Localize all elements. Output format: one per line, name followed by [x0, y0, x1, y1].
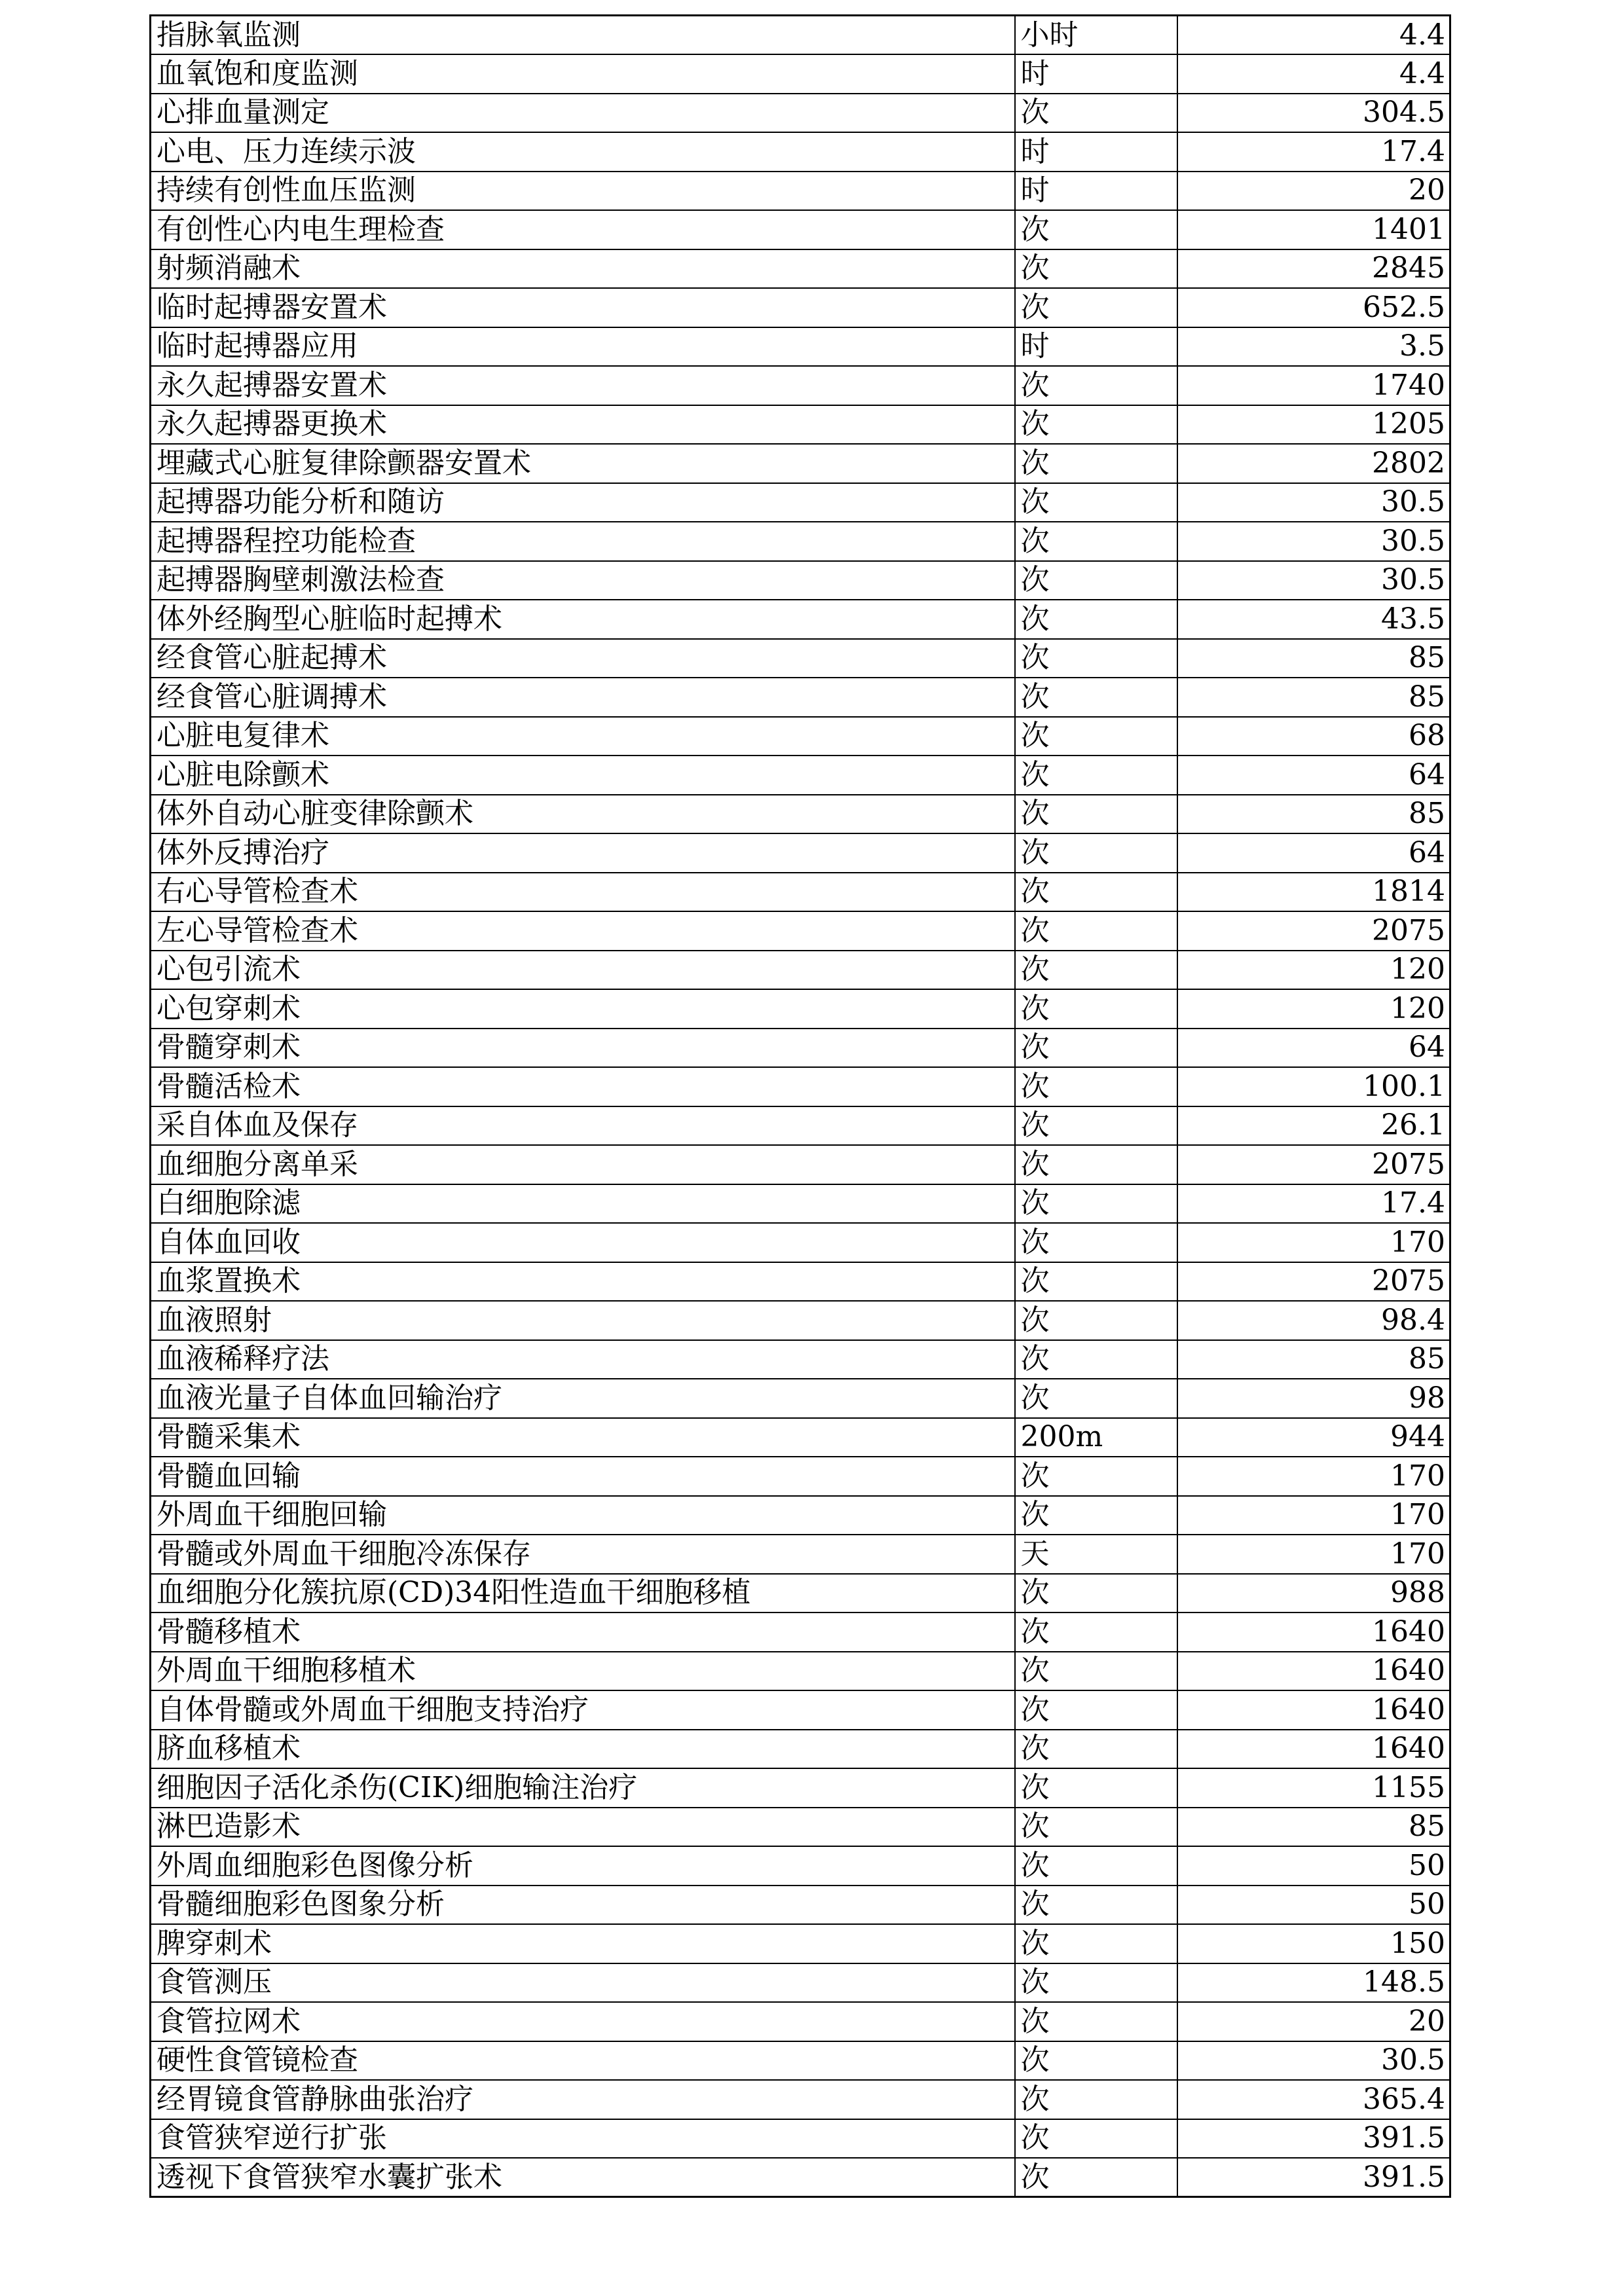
unit-cell: 次 [1015, 288, 1177, 327]
unit-cell: 次 [1015, 522, 1177, 561]
unit-cell: 次 [1015, 1690, 1177, 1730]
unit-cell: 次 [1015, 1106, 1177, 1146]
item-name-cell: 食管狭窄逆行扩张 [151, 2119, 1015, 2159]
table-row [151, 1535, 1450, 1574]
item-name-cell: 血氧饱和度监测 [151, 54, 1015, 94]
price-cell: 2845 [1177, 249, 1450, 289]
unit-cell: 次 [1015, 1457, 1177, 1496]
price-cell: 1155 [1177, 1768, 1450, 1808]
price-cell: 1640 [1177, 1613, 1450, 1652]
price-table-body [151, 16, 1450, 2197]
table-row [151, 1768, 1450, 1808]
price-cell: 4.4 [1177, 16, 1450, 55]
table-row [151, 1067, 1450, 1106]
price-cell: 170 [1177, 1457, 1450, 1496]
price-table [149, 14, 1451, 2198]
price-cell: 1640 [1177, 1690, 1450, 1730]
unit-cell: 次 [1015, 1652, 1177, 1691]
table-row [151, 1613, 1450, 1652]
price-cell: 148.5 [1177, 1963, 1450, 2003]
item-name-cell: 指脉氧监测 [151, 16, 1015, 55]
table-row [151, 249, 1450, 289]
item-name-cell: 经食管心脏调搏术 [151, 678, 1015, 717]
unit-cell: 次 [1015, 795, 1177, 834]
item-name-cell: 埋藏式心脏复律除颤器安置术 [151, 444, 1015, 483]
table-row [151, 1730, 1450, 1769]
table-row [151, 1496, 1450, 1535]
item-name-cell: 心脏电除颤术 [151, 756, 1015, 795]
price-cell: 120 [1177, 951, 1450, 990]
unit-cell: 次 [1015, 2158, 1177, 2197]
item-name-cell: 起搏器程控功能检查 [151, 522, 1015, 561]
item-name-cell: 外周血细胞彩色图像分析 [151, 1846, 1015, 1886]
unit-cell: 次 [1015, 2002, 1177, 2041]
price-cell: 3.5 [1177, 327, 1450, 367]
unit-cell: 次 [1015, 249, 1177, 289]
item-name-cell: 体外反搏治疗 [151, 833, 1015, 873]
item-name-cell: 采自体血及保存 [151, 1106, 1015, 1146]
unit-cell: 次 [1015, 756, 1177, 795]
item-name-cell: 细胞因子活化杀伤(CIK)细胞输注治疗 [151, 1768, 1015, 1808]
item-name-cell: 血细胞分化簇抗原(CD)34阳性造血干细胞移植 [151, 1574, 1015, 1613]
item-name-cell: 经胃镜食管静脉曲张治疗 [151, 2080, 1015, 2119]
item-name-cell: 心包穿刺术 [151, 989, 1015, 1029]
unit-cell: 次 [1015, 2041, 1177, 2081]
table-row [151, 172, 1450, 211]
item-name-cell: 血液光量子自体血回输治疗 [151, 1379, 1015, 1418]
price-cell: 652.5 [1177, 288, 1450, 327]
price-cell: 64 [1177, 756, 1450, 795]
unit-cell: 次 [1015, 1768, 1177, 1808]
price-cell: 43.5 [1177, 600, 1450, 639]
price-cell: 4.4 [1177, 54, 1450, 94]
table-row [151, 1457, 1450, 1496]
item-name-cell: 心排血量测定 [151, 94, 1015, 133]
unit-cell: 次 [1015, 405, 1177, 445]
unit-cell: 次 [1015, 1184, 1177, 1224]
table-row [151, 132, 1450, 172]
item-name-cell: 白细胞除滤 [151, 1184, 1015, 1224]
price-cell: 2075 [1177, 1262, 1450, 1302]
price-cell: 2075 [1177, 1145, 1450, 1184]
item-name-cell: 外周血干细胞回输 [151, 1496, 1015, 1535]
unit-cell: 次 [1015, 2080, 1177, 2119]
table-row [151, 989, 1450, 1029]
price-cell: 30.5 [1177, 2041, 1450, 2081]
unit-cell: 次 [1015, 951, 1177, 990]
unit-cell: 次 [1015, 1613, 1177, 1652]
price-cell: 85 [1177, 795, 1450, 834]
table-row [151, 1106, 1450, 1146]
table-row [151, 16, 1450, 55]
item-name-cell: 有创性心内电生理检查 [151, 210, 1015, 249]
item-name-cell: 心电、压力连续示波 [151, 132, 1015, 172]
price-cell: 17.4 [1177, 1184, 1450, 1224]
price-cell: 1740 [1177, 366, 1450, 405]
item-name-cell: 永久起搏器更换术 [151, 405, 1015, 445]
price-cell: 17.4 [1177, 132, 1450, 172]
item-name-cell: 临时起搏器安置术 [151, 288, 1015, 327]
price-cell: 120 [1177, 989, 1450, 1029]
item-name-cell: 骨髓细胞彩色图象分析 [151, 1886, 1015, 1925]
price-cell: 170 [1177, 1535, 1450, 1574]
table-row [151, 1301, 1450, 1340]
item-name-cell: 淋巴造影术 [151, 1808, 1015, 1847]
price-cell: 85 [1177, 1340, 1450, 1379]
table-row [151, 756, 1450, 795]
unit-cell: 次 [1015, 1808, 1177, 1847]
table-row [151, 1808, 1450, 1847]
table-row [151, 210, 1450, 249]
unit-cell: 次 [1015, 911, 1177, 951]
item-name-cell: 血液照射 [151, 1301, 1015, 1340]
item-name-cell: 心脏电复律术 [151, 717, 1015, 756]
item-name-cell: 食管测压 [151, 1963, 1015, 2003]
price-cell: 1640 [1177, 1652, 1450, 1691]
unit-cell: 次 [1015, 678, 1177, 717]
table-row [151, 873, 1450, 912]
unit-cell: 次 [1015, 444, 1177, 483]
table-row [151, 1029, 1450, 1068]
price-cell: 988 [1177, 1574, 1450, 1613]
price-cell: 150 [1177, 1924, 1450, 1963]
table-row [151, 2158, 1450, 2197]
table-row [151, 833, 1450, 873]
price-cell: 365.4 [1177, 2080, 1450, 2119]
unit-cell: 次 [1015, 561, 1177, 600]
item-name-cell: 外周血干细胞移植术 [151, 1652, 1015, 1691]
unit-cell: 小时 [1015, 16, 1177, 55]
item-name-cell: 起搏器胸壁刺激法检查 [151, 561, 1015, 600]
unit-cell: 次 [1015, 483, 1177, 522]
table-row [151, 561, 1450, 600]
table-row [151, 600, 1450, 639]
unit-cell: 次 [1015, 873, 1177, 912]
unit-cell: 次 [1015, 94, 1177, 133]
table-row [151, 1184, 1450, 1224]
unit-cell: 次 [1015, 1223, 1177, 1262]
price-cell: 944 [1177, 1418, 1450, 1457]
price-cell: 2075 [1177, 911, 1450, 951]
item-name-cell: 血浆置换术 [151, 1262, 1015, 1302]
table-row [151, 1340, 1450, 1379]
unit-cell: 次 [1015, 600, 1177, 639]
table-row [151, 911, 1450, 951]
item-name-cell: 体外自动心脏变律除颤术 [151, 795, 1015, 834]
item-name-cell: 左心导管检查术 [151, 911, 1015, 951]
price-cell: 64 [1177, 833, 1450, 873]
unit-cell: 时 [1015, 132, 1177, 172]
item-name-cell: 血液稀释疗法 [151, 1340, 1015, 1379]
price-cell: 391.5 [1177, 2158, 1450, 2197]
unit-cell: 次 [1015, 1029, 1177, 1068]
unit-cell: 次 [1015, 1262, 1177, 1302]
item-name-cell: 永久起搏器安置术 [151, 366, 1015, 405]
table-row [151, 94, 1450, 133]
price-cell: 20 [1177, 2002, 1450, 2041]
unit-cell: 200m [1015, 1418, 1177, 1457]
price-cell: 85 [1177, 678, 1450, 717]
unit-cell: 时 [1015, 327, 1177, 367]
price-cell: 1205 [1177, 405, 1450, 445]
item-name-cell: 体外经胸型心脏临时起搏术 [151, 600, 1015, 639]
item-name-cell: 脾穿刺术 [151, 1924, 1015, 1963]
unit-cell: 次 [1015, 1496, 1177, 1535]
unit-cell: 次 [1015, 1301, 1177, 1340]
unit-cell: 次 [1015, 833, 1177, 873]
table-row [151, 1262, 1450, 1302]
table-row [151, 1652, 1450, 1691]
table-row [151, 1963, 1450, 2003]
item-name-cell: 经食管心脏起搏术 [151, 639, 1015, 678]
item-name-cell: 自体骨髓或外周血干细胞支持治疗 [151, 1690, 1015, 1730]
table-row [151, 1145, 1450, 1184]
item-name-cell: 骨髓血回输 [151, 1457, 1015, 1496]
price-cell: 85 [1177, 639, 1450, 678]
unit-cell: 次 [1015, 210, 1177, 249]
price-cell: 30.5 [1177, 561, 1450, 600]
price-cell: 98.4 [1177, 1301, 1450, 1340]
price-cell: 20 [1177, 172, 1450, 211]
price-cell: 50 [1177, 1886, 1450, 1925]
table-row [151, 366, 1450, 405]
table-row [151, 288, 1450, 327]
item-name-cell: 骨髓穿刺术 [151, 1029, 1015, 1068]
unit-cell: 次 [1015, 1924, 1177, 1963]
unit-cell: 次 [1015, 1846, 1177, 1886]
item-name-cell: 骨髓或外周血干细胞冷冻保存 [151, 1535, 1015, 1574]
item-name-cell: 右心导管检查术 [151, 873, 1015, 912]
unit-cell: 次 [1015, 989, 1177, 1029]
table-row [151, 678, 1450, 717]
item-name-cell: 脐血移植术 [151, 1730, 1015, 1769]
price-cell: 85 [1177, 1808, 1450, 1847]
item-name-cell: 血细胞分离单采 [151, 1145, 1015, 1184]
table-row [151, 1223, 1450, 1262]
unit-cell: 次 [1015, 639, 1177, 678]
item-name-cell: 透视下食管狭窄水囊扩张术 [151, 2158, 1015, 2197]
item-name-cell: 骨髓活检术 [151, 1067, 1015, 1106]
unit-cell: 次 [1015, 2119, 1177, 2159]
price-cell: 64 [1177, 1029, 1450, 1068]
item-name-cell: 硬性食管镜检查 [151, 2041, 1015, 2081]
unit-cell: 次 [1015, 1379, 1177, 1418]
table-row [151, 444, 1450, 483]
table-row [151, 2041, 1450, 2081]
unit-cell: 次 [1015, 1730, 1177, 1769]
table-row [151, 1574, 1450, 1613]
price-cell: 391.5 [1177, 2119, 1450, 2159]
price-cell: 1640 [1177, 1730, 1450, 1769]
table-row [151, 1379, 1450, 1418]
table-row [151, 405, 1450, 445]
unit-cell: 次 [1015, 1886, 1177, 1925]
price-cell: 30.5 [1177, 483, 1450, 522]
item-name-cell: 骨髓采集术 [151, 1418, 1015, 1457]
item-name-cell: 骨髓移植术 [151, 1613, 1015, 1652]
table-row [151, 522, 1450, 561]
unit-cell: 次 [1015, 1340, 1177, 1379]
table-row [151, 1690, 1450, 1730]
table-row [151, 54, 1450, 94]
table-row [151, 717, 1450, 756]
price-cell: 30.5 [1177, 522, 1450, 561]
price-cell: 170 [1177, 1496, 1450, 1535]
price-cell: 304.5 [1177, 94, 1450, 133]
table-row [151, 639, 1450, 678]
item-name-cell: 临时起搏器应用 [151, 327, 1015, 367]
unit-cell: 时 [1015, 172, 1177, 211]
item-name-cell: 持续有创性血压监测 [151, 172, 1015, 211]
price-cell: 1814 [1177, 873, 1450, 912]
price-cell: 100.1 [1177, 1067, 1450, 1106]
table-row [151, 1924, 1450, 1963]
table-row [151, 2002, 1450, 2041]
unit-cell: 时 [1015, 54, 1177, 94]
price-cell: 26.1 [1177, 1106, 1450, 1146]
unit-cell: 次 [1015, 717, 1177, 756]
price-cell: 170 [1177, 1223, 1450, 1262]
table-row [151, 951, 1450, 990]
table-row [151, 483, 1450, 522]
unit-cell: 天 [1015, 1535, 1177, 1574]
item-name-cell: 心包引流术 [151, 951, 1015, 990]
price-cell: 98 [1177, 1379, 1450, 1418]
price-cell: 1401 [1177, 210, 1450, 249]
unit-cell: 次 [1015, 1963, 1177, 2003]
unit-cell: 次 [1015, 1145, 1177, 1184]
unit-cell: 次 [1015, 366, 1177, 405]
unit-cell: 次 [1015, 1067, 1177, 1106]
price-cell: 50 [1177, 1846, 1450, 1886]
item-name-cell: 食管拉网术 [151, 2002, 1015, 2041]
table-row [151, 2119, 1450, 2159]
table-row [151, 795, 1450, 834]
price-cell: 68 [1177, 717, 1450, 756]
price-cell: 2802 [1177, 444, 1450, 483]
table-row [151, 2080, 1450, 2119]
table-row [151, 1418, 1450, 1457]
table-row [151, 327, 1450, 367]
item-name-cell: 射频消融术 [151, 249, 1015, 289]
item-name-cell: 起搏器功能分析和随访 [151, 483, 1015, 522]
item-name-cell: 自体血回收 [151, 1223, 1015, 1262]
table-row [151, 1846, 1450, 1886]
unit-cell: 次 [1015, 1574, 1177, 1613]
table-row [151, 1886, 1450, 1925]
